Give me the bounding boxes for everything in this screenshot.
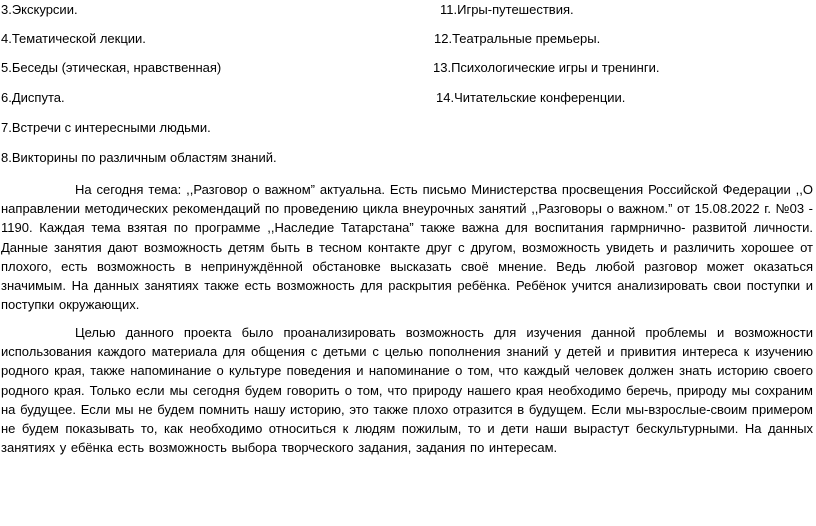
list-item-thematic-lecture: 4.Тематической лекции. xyxy=(1,31,146,46)
list-row-6 xyxy=(0,149,816,167)
list-row-1 xyxy=(0,1,816,19)
list-item-quizzes: 8.Викторины по различным областям знаний. xyxy=(1,150,277,165)
list-row-2 xyxy=(0,30,816,48)
list-item-excursions: 3.Экскурсии. xyxy=(1,2,78,17)
list-row-5 xyxy=(0,119,816,137)
list-item-reader-conferences: 14.Читательские конференции. xyxy=(436,90,626,105)
list-item-psychological-games: 13.Психологические игры и тренинги. xyxy=(433,60,660,75)
list-item-travel-games: 11.Игры-путешествия. xyxy=(440,2,574,17)
paragraph-2-text: Целью данного проекта было проанализировать возможность для изучения данной проблемы и возможности использования каждого материала для общения с детьми с целью пополнения знаний у детей и привития интереса к изучению родного края, также напоминание о культуре поведения и напоминание о том, что каждый человек должен знать историю своего родного края. Только если мы сегодня будем говорить о том, что природу нашего края необходимо беречь, природу мы сохраним на будущее. Если мы не будем помнить нашу историю, это также плохо отразится в будущем. Если мы-взрослые-своим примером не будем показывать то, как необходимо относиться к людям пожилым, то и дети наши вырастут бескультурными. На данных занятиях у ебёнка есть возможность выбора творческого задания, задания по интересам. xyxy=(1,325,813,456)
paragraph-2 xyxy=(1,323,813,457)
list-row-3 xyxy=(0,59,816,77)
paragraph-1 xyxy=(1,180,813,314)
list-row-4 xyxy=(0,89,816,107)
list-item-meetings: 7.Встречи с интересными людьми. xyxy=(1,120,211,135)
list-item-conversations: 5.Беседы (этическая, нравственная) xyxy=(1,60,222,75)
list-item-theatre-premieres: 12.Театральные премьеры. xyxy=(434,31,601,46)
paragraph-1-text: На сегодня тема: ,,Разговор о важном” актуальна. Есть письмо Министерства просвещения Российской Федерации ,,О направлении методических рекомендаций по проведению цикла внеурочных занятий ,,Разговоры о важном.” от 15.08.2022 г. №03 - 1190. Каждая тема взятая по программе ,,Наследие Татарстана” также важна для воспитания гармрнично- развитой личности. Данные занятия дают возможность детям быть в тесном контакте друг с другом, возможность увидеть и различить хорошее от плохого, есть возможность в непринуждённой обстановке высказать своё мнение. Ведь любой разговор может оказаться значимым. На данных занятиях также есть возможность для раскрытия ребёнка. Ребёнок учится анализировать свои поступки и поступки окружающих. xyxy=(1,182,813,313)
list-item-debate: 6.Диспута. xyxy=(1,90,65,105)
